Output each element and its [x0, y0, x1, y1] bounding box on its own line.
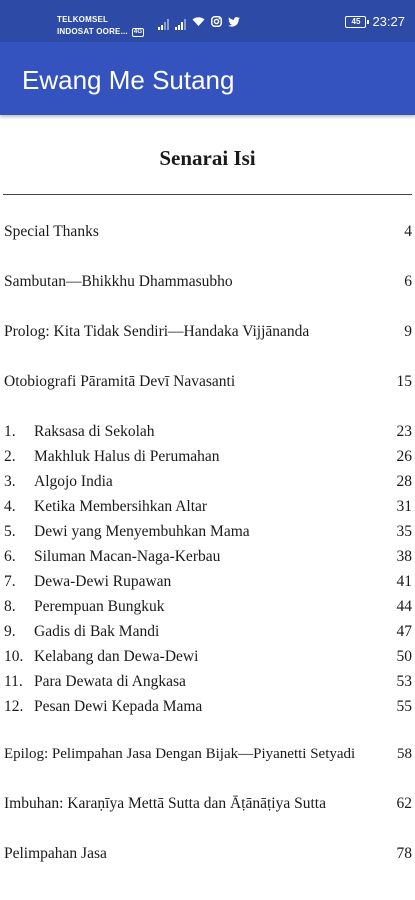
chapter-page: 26 [396, 448, 412, 465]
toc-chapter-9[interactable] [4, 621, 412, 643]
chapter-page: 53 [396, 673, 412, 690]
toc-entry-page: 62 [396, 795, 412, 812]
toc-chapter-4[interactable] [4, 496, 412, 518]
chapter-title: Para Dewata di Angkasa [34, 673, 186, 690]
toc-entry-title: Pelimpahan Jasa [4, 845, 107, 862]
chapter-number: 4. [4, 498, 16, 515]
chapter-title: Dewi yang Menyembuhkan Mama [34, 523, 250, 540]
chapter-number: 9. [4, 623, 16, 640]
chapter-number: 6. [4, 548, 16, 565]
chapter-number: 11. [4, 673, 23, 690]
status-icons [158, 16, 240, 30]
toc-entry-page: 78 [396, 845, 412, 862]
signal-icon [158, 19, 169, 30]
chapter-page: 35 [396, 523, 412, 540]
toc-chapter-3[interactable] [4, 471, 412, 493]
toc-entry-epilog[interactable] [4, 743, 412, 765]
toc-chapter-2[interactable] [4, 446, 412, 468]
toc-entry-title: Imbuhan: Karaṇīya Mettā Sutta dan Āṭānāṭiya Sutta [4, 795, 326, 812]
chapter-number: 3. [4, 473, 16, 490]
toc-entry-prolog[interactable] [4, 321, 412, 343]
chapter-number: 12. [4, 698, 24, 715]
toc-chapter-6[interactable] [4, 546, 412, 568]
toc-entry-page: 4 [404, 223, 412, 240]
chapter-page: 41 [396, 573, 412, 590]
heading-divider [3, 194, 412, 195]
toc-chapter-7[interactable] [4, 571, 412, 593]
signal-icon-2 [175, 19, 186, 30]
status-right [345, 14, 405, 29]
chapter-title: Siluman Macan-Naga-Kerbau [34, 548, 221, 565]
chapter-page: 55 [396, 698, 412, 715]
toc-entry-title: Special Thanks [4, 223, 99, 240]
toc-chapter-8[interactable] [4, 596, 412, 618]
chapter-title: Ketika Membersihkan Altar [34, 498, 208, 515]
toc-chapter-5[interactable] [4, 521, 412, 543]
chapter-page: 44 [396, 598, 412, 615]
twitter-icon [228, 17, 240, 30]
chapter-number: 7. [4, 573, 16, 590]
carrier-name-1: TELKOMSEL [57, 15, 109, 24]
chapter-title: Gadis di Bak Mandi [34, 623, 160, 640]
chapter-title: Pesan Dewi Kepada Mama [34, 698, 203, 715]
wifi-icon [192, 16, 205, 30]
carrier-name-2: INDOSAT OORE... [57, 27, 128, 36]
chapter-title: Perempuan Bungkuk [34, 598, 165, 615]
chapter-page: 38 [396, 548, 412, 565]
chapter-page: 23 [396, 423, 412, 440]
toc-entry-page: 6 [404, 273, 412, 290]
chapter-number: 5. [4, 523, 16, 540]
toc-entry-otobiografi[interactable] [4, 371, 412, 393]
battery-icon: 45 [345, 16, 366, 28]
toc-entry-title: Sambutan—Bhikkhu Dhammasubho [4, 273, 233, 290]
toc-chapter-1[interactable] [4, 421, 412, 443]
toc-entry-sambutan[interactable] [4, 271, 412, 293]
chapter-page: 47 [396, 623, 412, 640]
toc-entry-special-thanks[interactable] [4, 221, 412, 243]
app-bar [0, 42, 415, 115]
status-bar [0, 0, 415, 42]
status-time: 23:27 [372, 14, 405, 29]
network-type-badge: 4G [133, 28, 143, 35]
toc-heading: Senarai Isi [159, 146, 256, 170]
toc-entry-pelimpahan-jasa[interactable] [4, 843, 412, 865]
chapter-title: Algojo India [34, 473, 113, 490]
chapter-number: 8. [4, 598, 16, 615]
chapter-title: Raksasa di Sekolah [34, 423, 155, 440]
toc-chapter-12[interactable] [4, 696, 412, 718]
toc-chapter-11[interactable] [4, 671, 412, 693]
chapter-page: 50 [396, 648, 412, 665]
chapter-number: 2. [4, 448, 16, 465]
toc-entry-page: 9 [404, 323, 412, 340]
chapter-title: Kelabang dan Dewa-Dewi [34, 648, 199, 665]
chapter-page: 31 [396, 498, 412, 515]
chapter-page: 28 [396, 473, 412, 490]
toc-entry-page: 58 [397, 746, 412, 762]
toc-entry-title: Epilog: Pelimpahan Jasa Dengan Bijak—Piyanetti Setyadi [4, 746, 356, 762]
toc-entry-page: 15 [396, 373, 412, 390]
toc-entry-title: Prolog: Kita Tidak Sendiri—Handaka Vijjānanda [4, 323, 310, 340]
chapter-title: Makhluk Halus di Perumahan [34, 448, 220, 465]
chapter-number: 10. [4, 648, 24, 665]
toc-entry-title: Otobiografi Pāramitā Devī Navasanti [4, 373, 236, 390]
toc-chapter-10[interactable] [4, 646, 412, 668]
chapter-title: Dewa-Dewi Rupawan [34, 573, 172, 590]
toc-entry-imbuhan[interactable] [4, 793, 412, 815]
chapter-number: 1. [4, 423, 16, 440]
carrier-info [57, 14, 144, 38]
app-title: Ewang Me Sutang [22, 65, 235, 95]
instagram-icon [211, 16, 222, 30]
